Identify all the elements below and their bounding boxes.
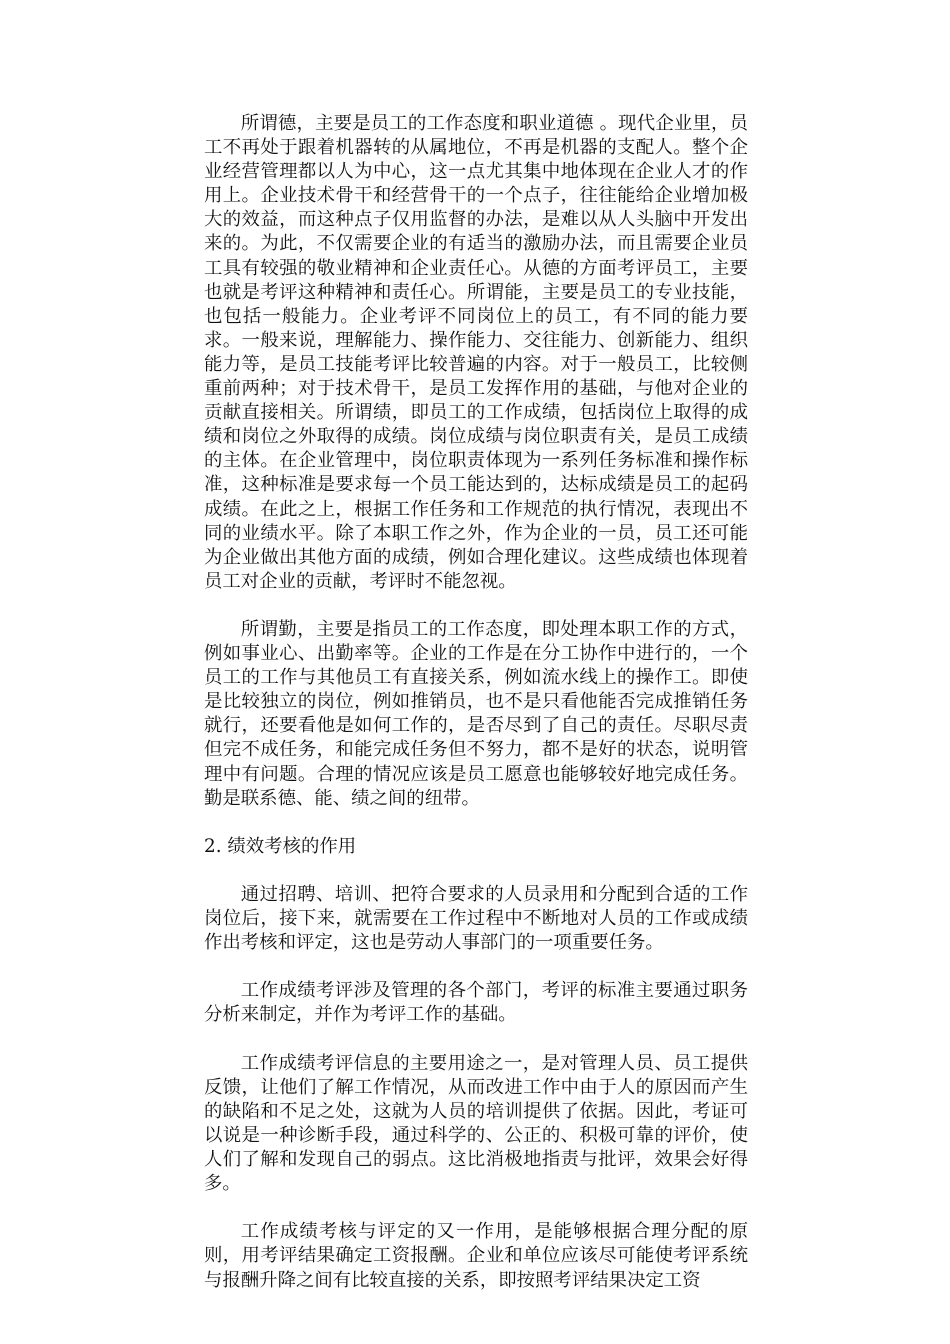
document-body	[204, 112, 748, 1293]
paragraph-qin: 所谓勤，主要是指员工的工作态度，即处理本职工作的方式，例如事业心、出勤率等。企业的工作是在分工协作中进行的，一个员工的工作与其他员工有直接关系，例如流水线上的操作工。即使是比较独立的岗位，例如推销员，也不是只看他能否完成推销任务就行，还要看他是如何工作的，是否尽到了自己的责任。尽职尽责但完不成任务，和能完成任务但不努力，都不是好的状态，说明管理中有问题。合理的情况应该是员工愿意也能够较好地完成任务。勤是联系德、能、绩之间的纽带。	[204, 618, 748, 809]
paragraph-departments: 工作成绩考评涉及管理的各个部门，考评的标准主要通过职务分析来制定，并作为考评工作的基础。	[204, 980, 748, 1026]
paragraph-feedback: 工作成绩考评信息的主要用途之一，是对管理人员、员工提供反馈，让他们了解工作情况，从而改进工作中由于人的原因而产生的缺陷和不足之处，这就为人员的培训提供了依据。因此，考证可以说是一种诊断手段，通过科学的、公正的、积极可靠的评价，使人们了解和发现自己的弱点。这比消极地指责与批评，效果会好得多。	[204, 1052, 748, 1195]
paragraph-recruitment: 通过招聘、培训、把符合要求的人员录用和分配到合适的工作岗位后，接下来，就需要在工作过程中不断地对人员的工作或成绩作出考核和评定，这也是劳动人事部门的一项重要任务。	[204, 884, 748, 954]
paragraph-compensation: 工作成绩考核与评定的又一作用，是能够根据合理分配的原则，用考评结果确定工资报酬。企业和单位应该尽可能使考评系统与报酬升降之间有比较直接的关系，即按照考评结果决定工资	[204, 1221, 748, 1291]
paragraph-de-neng-ji: 所谓德，主要是员工的工作态度和职业道德 。现代企业里，员工不再处于跟着机器转的从属地位，不再是机器的支配人。整个企业经营管理都以人为中心，这一点尤其集中地体现在企业人才的作用上。企业技术骨干和经营骨干的一个点子，往往能给企业增加极大的效益，而这种点子仅用监督的办法，是难以从人头脑中开发出来的。为此，不仅需要企业的有适当的激励办法，而且需要企业员工具有较强的敬业精神和企业责任心。从德的方面考评员工，主要也就是考评这种精神和责任心。所谓能，主要是员工的专业技能，也包括一般能力。企业考评不同岗位上的员工，有不同的能力要求。一般来说，理解能力、操作能力、交往能力、创新能力、组织能力等，是员工技能考评比较普遍的内容。对于一般员工，比较侧重前两种；对于技术骨干，是员工发挥作用的基础，与他对企业的贡献直接相关。所谓绩，即员工的工作成绩，包括岗位上取得的成绩和岗位之外取得的成绩。岗位成绩与岗位职责有关，是员工成绩的主体。在企业管理中，岗位职责体现为一系列任务标准和操作标准，这种标准是要求每一个员工能达到的，达标成绩是员工的起码成绩。在此之上，根据工作任务和工作规范的执行情况，表现出不同的业绩水平。除了本职工作之外，作为企业的一员，员工还可能为企业做出其他方面的成绩，例如合理化建议。这些成绩也体现着员工对企业的贡献，考评时不能忽视。	[204, 113, 748, 592]
section-heading: 2. 绩效考核的作用	[204, 835, 357, 857]
